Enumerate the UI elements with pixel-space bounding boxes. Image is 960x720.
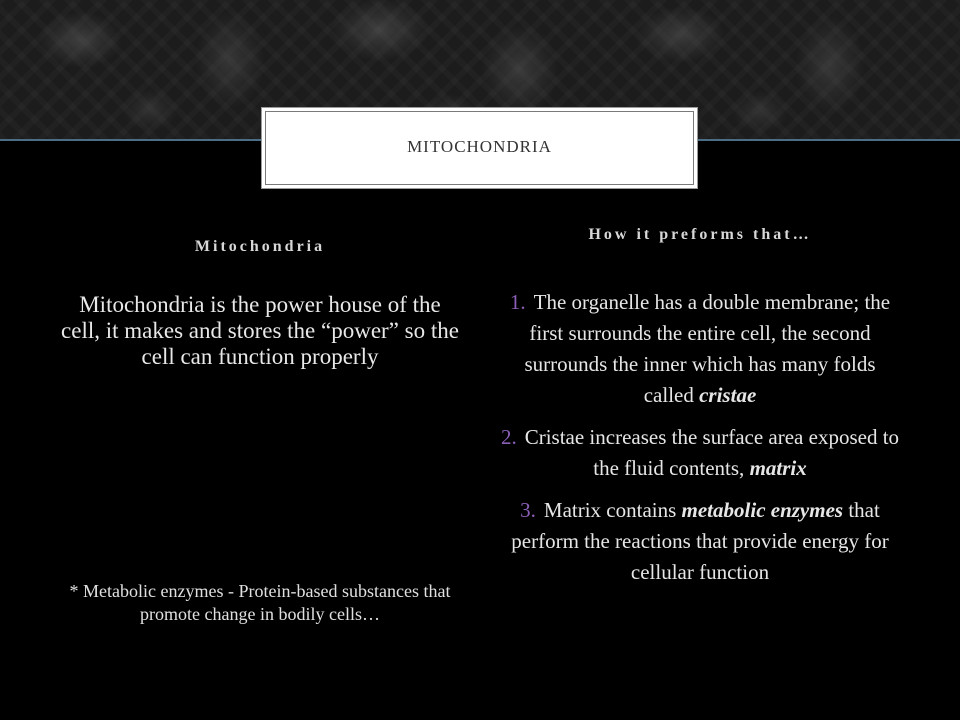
list-number: 1. xyxy=(509,290,526,314)
left-column xyxy=(60,230,460,370)
list-item xyxy=(500,287,900,411)
list-item xyxy=(500,422,900,484)
list-text: Cristae increases the surface area exposed to the fluid contents, xyxy=(524,425,900,480)
title-box xyxy=(261,107,698,189)
list-item xyxy=(500,495,900,588)
points-list xyxy=(500,287,900,599)
list-emphasis: cristae xyxy=(699,383,757,407)
list-text: The organelle has a double membrane; the first surrounds the entire cell, the second surrounds the inner which has many folds called xyxy=(524,290,891,407)
left-body-text: Mitochondria is the power house of the cell, it makes and stores the “power” so the cell can function properly xyxy=(61,292,459,369)
list-emphasis: metabolic enzymes xyxy=(681,498,844,522)
left-heading: Mitochondria xyxy=(194,238,326,255)
list-text: that perform the reactions that provide energy for cellular function xyxy=(511,498,889,584)
list-number: 3. xyxy=(520,498,536,522)
footnote: * Metabolic enzymes - Protein-based substances that promote change in bodily cells… xyxy=(69,581,451,624)
list-emphasis: matrix xyxy=(749,456,807,480)
right-heading: How it preforms that… xyxy=(588,226,812,243)
slide-title: MITOCHONDRIA xyxy=(407,137,552,156)
list-text: Matrix contains xyxy=(543,498,682,522)
right-column xyxy=(500,226,900,244)
list-number: 2. xyxy=(500,425,517,449)
